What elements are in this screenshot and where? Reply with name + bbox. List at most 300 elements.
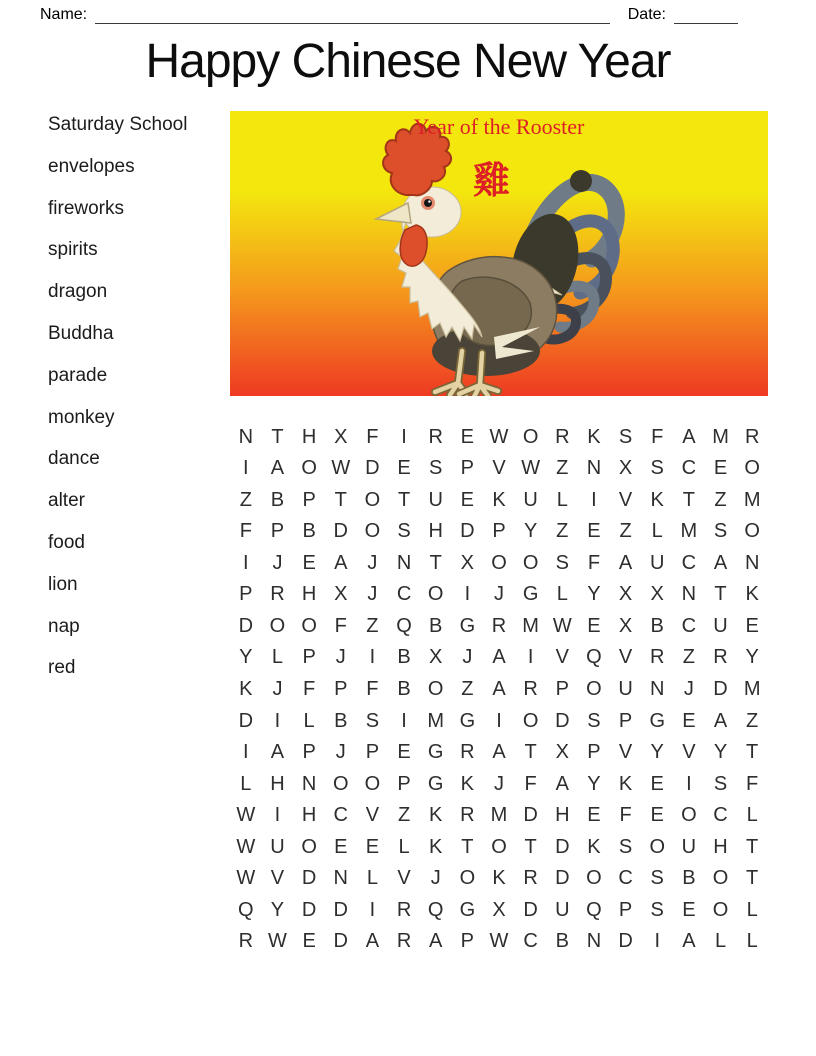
grid-letter: Y: [713, 741, 728, 764]
grid-letter: W: [552, 614, 572, 637]
grid-letter: N: [586, 930, 602, 953]
grid-letter: A: [270, 457, 285, 480]
grid-letter: O: [712, 867, 729, 890]
grid-letter: J: [367, 551, 378, 574]
grid-letter: X: [555, 741, 569, 764]
grid-letter: O: [364, 520, 381, 543]
grid-letter: L: [556, 488, 568, 511]
grid-letter: O: [364, 488, 381, 511]
grid-letter: Z: [556, 520, 569, 543]
grid-letter: X: [618, 457, 633, 480]
grid-letter: T: [461, 835, 474, 858]
grid-letter: S: [713, 772, 728, 795]
grid-letter: C: [681, 551, 697, 574]
grid-letter: A: [334, 551, 348, 574]
grid-letter: I: [369, 898, 376, 921]
grid-letter: W: [489, 930, 509, 953]
grid-letter: J: [335, 646, 346, 669]
grid-letter: K: [429, 804, 443, 827]
grid-letter: I: [243, 741, 249, 764]
date-line: [674, 8, 738, 24]
grid-letter: P: [302, 741, 316, 764]
grid-letter: A: [429, 930, 443, 953]
grid-letter: S: [397, 520, 411, 543]
grid-letter: T: [429, 551, 442, 574]
grid-letter: R: [523, 677, 538, 700]
grid-letter: B: [270, 488, 285, 511]
grid-letter: Z: [397, 804, 411, 827]
grid-letter: O: [301, 614, 317, 637]
grid-letter: C: [333, 804, 348, 827]
grid-letter: K: [618, 772, 633, 795]
grid-letter: R: [460, 741, 475, 764]
grid-letter: T: [746, 835, 759, 858]
grid-letter: H: [301, 425, 317, 448]
grid-letter: S: [555, 551, 569, 574]
grid-letter: L: [746, 930, 758, 953]
grid-letter: U: [523, 488, 538, 511]
grid-letter: V: [555, 646, 569, 669]
grid-letter: V: [618, 488, 633, 511]
grid-letter: O: [459, 867, 476, 890]
grid-letter: P: [302, 488, 316, 511]
grid-letter: E: [650, 772, 664, 795]
grid-letter: N: [301, 772, 317, 795]
grid-letter: U: [681, 835, 697, 858]
grid-letter: Y: [745, 646, 759, 669]
grid-letter: J: [493, 583, 504, 606]
word-list: [48, 104, 187, 689]
grid-letter: F: [524, 772, 537, 795]
grid-letter: K: [492, 488, 506, 511]
grid-letter: Y: [650, 741, 664, 764]
grid-letter: D: [460, 520, 475, 543]
grid-letter: D: [238, 614, 254, 637]
grid-letter: D: [523, 898, 538, 921]
grid-letter: N: [650, 677, 665, 700]
grid-letter: O: [681, 804, 697, 827]
grid-letter: G: [459, 709, 476, 732]
grid-letter: H: [555, 804, 570, 827]
grid-letter: D: [333, 898, 348, 921]
grid-letter: Y: [587, 583, 601, 606]
grid-letter: K: [239, 677, 253, 700]
grid-letter: J: [367, 583, 378, 606]
grid-letter: L: [271, 646, 284, 669]
word-list-item: fireworks: [48, 197, 125, 219]
hanzi-character: 雞: [473, 161, 510, 202]
grid-letter: R: [460, 804, 475, 827]
grid-letter: D: [713, 677, 728, 700]
grid-letter: L: [366, 867, 378, 890]
grid-letter: G: [427, 772, 444, 795]
grid-letter: I: [686, 772, 692, 795]
grid-letter: W: [521, 457, 541, 480]
grid-letter: T: [682, 488, 695, 511]
header: [40, 2, 738, 24]
page-title: Happy Chinese New Year: [145, 35, 671, 88]
grid-letter: F: [651, 425, 664, 448]
grid-letter: E: [397, 741, 411, 764]
grid-letter: P: [302, 646, 316, 669]
grid-letter: K: [460, 772, 475, 795]
grid-letter: U: [555, 898, 570, 921]
grid-letter: R: [650, 646, 665, 669]
grid-letter: G: [459, 614, 476, 637]
grid-letter: P: [618, 898, 633, 921]
grid-letter: F: [366, 425, 379, 448]
grid-letter: X: [334, 425, 348, 448]
grid-letter: S: [650, 867, 664, 890]
grid-letter: E: [365, 835, 380, 858]
rooster-illustration: [230, 111, 768, 396]
grid-letter: K: [745, 583, 759, 606]
grid-letter: I: [527, 646, 534, 669]
grid-letter: P: [460, 930, 475, 953]
grid-letter: P: [239, 583, 253, 606]
grid-letter: F: [619, 804, 632, 827]
grid-letter: T: [524, 835, 537, 858]
grid-letter: A: [682, 930, 696, 953]
grid-letter: O: [301, 835, 317, 858]
grid-letter: T: [271, 425, 284, 448]
grid-letter: H: [713, 835, 728, 858]
grid-letter: B: [429, 614, 443, 637]
grid-letter: T: [524, 741, 537, 764]
grid-letter: K: [587, 425, 601, 448]
name-label: Name:: [40, 6, 88, 23]
grid-letter: D: [555, 709, 570, 732]
grid-letter: S: [650, 898, 664, 921]
grid-letter: R: [491, 614, 507, 637]
grid-letter: N: [238, 425, 254, 448]
word-list-item: dance: [48, 448, 100, 470]
grid-letter: N: [681, 583, 697, 606]
grid-letter: A: [365, 930, 380, 953]
grid-letter: Y: [587, 772, 601, 795]
grid-letter: D: [301, 898, 317, 921]
picture: [230, 111, 768, 396]
grid-letter: F: [239, 520, 252, 543]
grid-letter: Z: [239, 488, 252, 511]
grid-letter: O: [332, 772, 349, 795]
grid-letter: O: [522, 551, 539, 574]
grid-letter: Y: [270, 898, 285, 921]
grid-letter: X: [429, 646, 443, 669]
grid-letter: D: [238, 709, 254, 732]
grid-letter: O: [269, 614, 286, 637]
grid-letter: S: [587, 709, 601, 732]
grid-letter: U: [618, 677, 633, 700]
grid-letter: L: [303, 709, 315, 732]
grid-letter: M: [490, 804, 508, 827]
grid-letter: Y: [239, 646, 253, 669]
grid-letter: R: [523, 867, 538, 890]
grid-letter: E: [650, 804, 664, 827]
grid-letter: X: [460, 551, 475, 574]
grid-letter: G: [427, 741, 444, 764]
grid-letter: N: [333, 867, 348, 890]
grid-letter: M: [743, 677, 761, 700]
grid-letter: H: [301, 583, 317, 606]
grid-letter: H: [270, 772, 285, 795]
grid-letter: Z: [619, 520, 632, 543]
grid-letter: Q: [396, 614, 412, 637]
grid-letter: T: [746, 741, 759, 764]
grid-letter: E: [682, 898, 696, 921]
grid-letter: P: [397, 772, 411, 795]
word-list-item: Buddha: [48, 322, 114, 344]
grid-letter: E: [713, 457, 728, 480]
grid-letter: A: [713, 709, 728, 732]
grid-letter: V: [682, 741, 696, 764]
grid-letter: D: [555, 835, 570, 858]
grid-letter: J: [335, 741, 346, 764]
grid-letter: A: [555, 772, 569, 795]
grid-letter: C: [396, 583, 412, 606]
grid-letter: Q: [586, 898, 602, 921]
grid-letter: E: [460, 488, 475, 511]
grid-letter: W: [331, 457, 351, 480]
grid-letter: S: [713, 520, 728, 543]
grid-letter: I: [243, 457, 249, 480]
grid-letter: R: [744, 425, 760, 448]
grid-letter: J: [683, 677, 694, 700]
grid-letter: Q: [427, 898, 444, 921]
grid-letter: R: [428, 425, 443, 448]
grid-letter: L: [746, 898, 758, 921]
grid-letter: K: [650, 488, 664, 511]
grid-letter: Q: [586, 646, 602, 669]
grid-letter: O: [712, 898, 729, 921]
grid-letter: C: [713, 804, 728, 827]
grid-letter: E: [587, 614, 601, 637]
grid-letter: A: [270, 741, 285, 764]
grid-letter: H: [428, 520, 443, 543]
grid-letter: H: [301, 804, 317, 827]
grid-letter: K: [492, 867, 506, 890]
grid-letter: O: [522, 709, 539, 732]
grid-letter: O: [649, 835, 665, 858]
grid-letter: O: [491, 835, 507, 858]
grid-letter: J: [272, 677, 283, 700]
grid-letter: Z: [366, 614, 379, 637]
grid-letter: D: [618, 930, 633, 953]
grid-letter: F: [746, 772, 759, 795]
grid-letter: R: [270, 583, 285, 606]
grid-letter: O: [744, 520, 760, 543]
grid-letter: A: [492, 677, 506, 700]
grid-letter: X: [334, 583, 348, 606]
grid-letter: S: [618, 835, 633, 858]
picture-caption: Year of the Rooster: [413, 114, 585, 139]
grid-letter: B: [555, 930, 569, 953]
grid-letter: E: [682, 709, 696, 732]
grid-letter: E: [587, 520, 601, 543]
grid-letter: P: [492, 520, 506, 543]
grid-letter: D: [365, 457, 380, 480]
grid-letter: K: [429, 835, 443, 858]
word-list-item: spirits: [48, 239, 98, 261]
grid-letter: E: [587, 804, 601, 827]
name-line: [95, 8, 610, 24]
grid-letter: C: [681, 457, 697, 480]
word-list-item: Saturday School: [48, 114, 188, 135]
grid-letter: P: [334, 677, 348, 700]
grid-letter: X: [618, 614, 633, 637]
word-list-item: red: [48, 657, 76, 679]
word-list-item: nap: [48, 615, 80, 637]
grid-letter: I: [496, 709, 502, 732]
grid-letter: B: [397, 677, 411, 700]
grid-letter: E: [397, 457, 411, 480]
grid-letter: P: [555, 677, 569, 700]
grid-letter: I: [401, 425, 407, 448]
grid-letter: R: [396, 930, 412, 953]
grid-letter: P: [460, 457, 475, 480]
grid-letter: U: [650, 551, 665, 574]
grid-letter: M: [680, 520, 698, 543]
grid-letter: T: [714, 583, 727, 606]
grid-letter: K: [587, 835, 601, 858]
grid-letter: L: [746, 804, 758, 827]
grid-letter: W: [236, 804, 256, 827]
grid-letter: O: [491, 551, 507, 574]
grid-letter: S: [429, 457, 443, 480]
grid-letter: I: [401, 709, 407, 732]
grid-letter: V: [397, 867, 411, 890]
grid-letter: I: [243, 551, 249, 574]
grid-letter: G: [522, 583, 539, 606]
grid-letter: O: [586, 677, 602, 700]
grid-letter: C: [523, 930, 538, 953]
grid-letter: E: [302, 551, 316, 574]
grid-letter: I: [464, 583, 471, 606]
grid-letter: R: [555, 425, 570, 448]
grid-letter: O: [586, 867, 602, 890]
grid-letter: M: [522, 614, 539, 637]
grid-letter: Z: [746, 709, 759, 732]
grid-letter: D: [301, 867, 317, 890]
grid-letter: I: [591, 488, 597, 511]
grid-letter: D: [523, 804, 538, 827]
grid-letter: R: [238, 930, 254, 953]
grid-letter: P: [365, 741, 380, 764]
grid-letter: L: [556, 583, 568, 606]
grid-letter: M: [743, 488, 761, 511]
grid-letter: O: [427, 583, 444, 606]
grid-letter: A: [618, 551, 633, 574]
grid-letter: P: [270, 520, 285, 543]
grid-letter: I: [369, 646, 376, 669]
word-list-item: monkey: [48, 406, 115, 428]
grid-letter: D: [555, 867, 570, 890]
grid-letter: T: [746, 867, 759, 890]
grid-letter: N: [396, 551, 412, 574]
grid-letter: Z: [461, 677, 474, 700]
grid-letter: U: [713, 614, 728, 637]
grid-letter: W: [268, 930, 287, 953]
grid-letter: X: [650, 583, 664, 606]
grid-letter: W: [236, 835, 256, 858]
grid-letter: B: [650, 614, 664, 637]
grid-letter: N: [586, 457, 602, 480]
grid-letter: Q: [238, 898, 254, 921]
grid-letter: J: [430, 867, 441, 890]
grid-letter: O: [744, 457, 760, 480]
grid-letter: S: [365, 709, 380, 732]
grid-letter: I: [274, 709, 281, 732]
grid-letter: J: [462, 646, 473, 669]
grid-letter: L: [714, 930, 727, 953]
grid-letter: L: [651, 520, 663, 543]
grid-letter: G: [459, 898, 476, 921]
grid-letter: R: [396, 898, 412, 921]
grid-letter: E: [460, 425, 475, 448]
word-list-item: dragon: [48, 281, 108, 303]
grid-letter: O: [364, 772, 381, 795]
grid-letter: O: [522, 425, 539, 448]
word-list-item: food: [48, 531, 85, 553]
grid-letter: R: [713, 646, 728, 669]
word-list-item: parade: [48, 364, 108, 386]
grid-letter: P: [618, 709, 633, 732]
grid-letter: B: [302, 520, 316, 543]
grid-letter: W: [489, 425, 509, 448]
grid-letter: J: [493, 772, 504, 795]
grid-letter: A: [713, 551, 728, 574]
grid-letter: E: [745, 614, 759, 637]
grid-letter: Z: [556, 457, 569, 480]
grid-letter: B: [334, 709, 348, 732]
grid-letter: E: [334, 835, 348, 858]
grid-letter: D: [333, 520, 348, 543]
grid-letter: A: [492, 646, 506, 669]
grid-letter: F: [587, 551, 601, 574]
word-list-item: alter: [48, 490, 85, 512]
grid-letter: X: [618, 583, 633, 606]
grid-letter: T: [334, 488, 347, 511]
grid-letter: G: [649, 709, 665, 732]
grid-letter: Z: [682, 646, 695, 669]
grid-letter: L: [398, 835, 410, 858]
grid-letter: O: [427, 677, 444, 700]
grid-letter: B: [682, 867, 696, 890]
grid-letter: P: [587, 741, 601, 764]
grid-letter: O: [301, 457, 317, 480]
grid-letter: B: [397, 646, 411, 669]
grid-letter: N: [744, 551, 760, 574]
grid-letter: C: [681, 614, 697, 637]
grid-letter: A: [492, 741, 506, 764]
grid-letter: U: [428, 488, 443, 511]
grid-letter: S: [650, 457, 664, 480]
grid-letter: Y: [523, 520, 538, 543]
grid-letter: D: [333, 930, 348, 953]
grid-letter: T: [397, 488, 411, 511]
grid-letter: V: [618, 741, 633, 764]
word-list-item: envelopes: [48, 155, 135, 177]
grid-letter: L: [240, 772, 252, 795]
date-label: Date:: [627, 6, 666, 23]
grid-letter: I: [274, 804, 281, 827]
grid-letter: J: [272, 551, 283, 574]
grid-letter: V: [365, 804, 380, 827]
grid-letter: E: [302, 930, 316, 953]
grid-letter: V: [618, 646, 633, 669]
grid-letter: S: [618, 425, 633, 448]
grid-letter: V: [492, 457, 506, 480]
